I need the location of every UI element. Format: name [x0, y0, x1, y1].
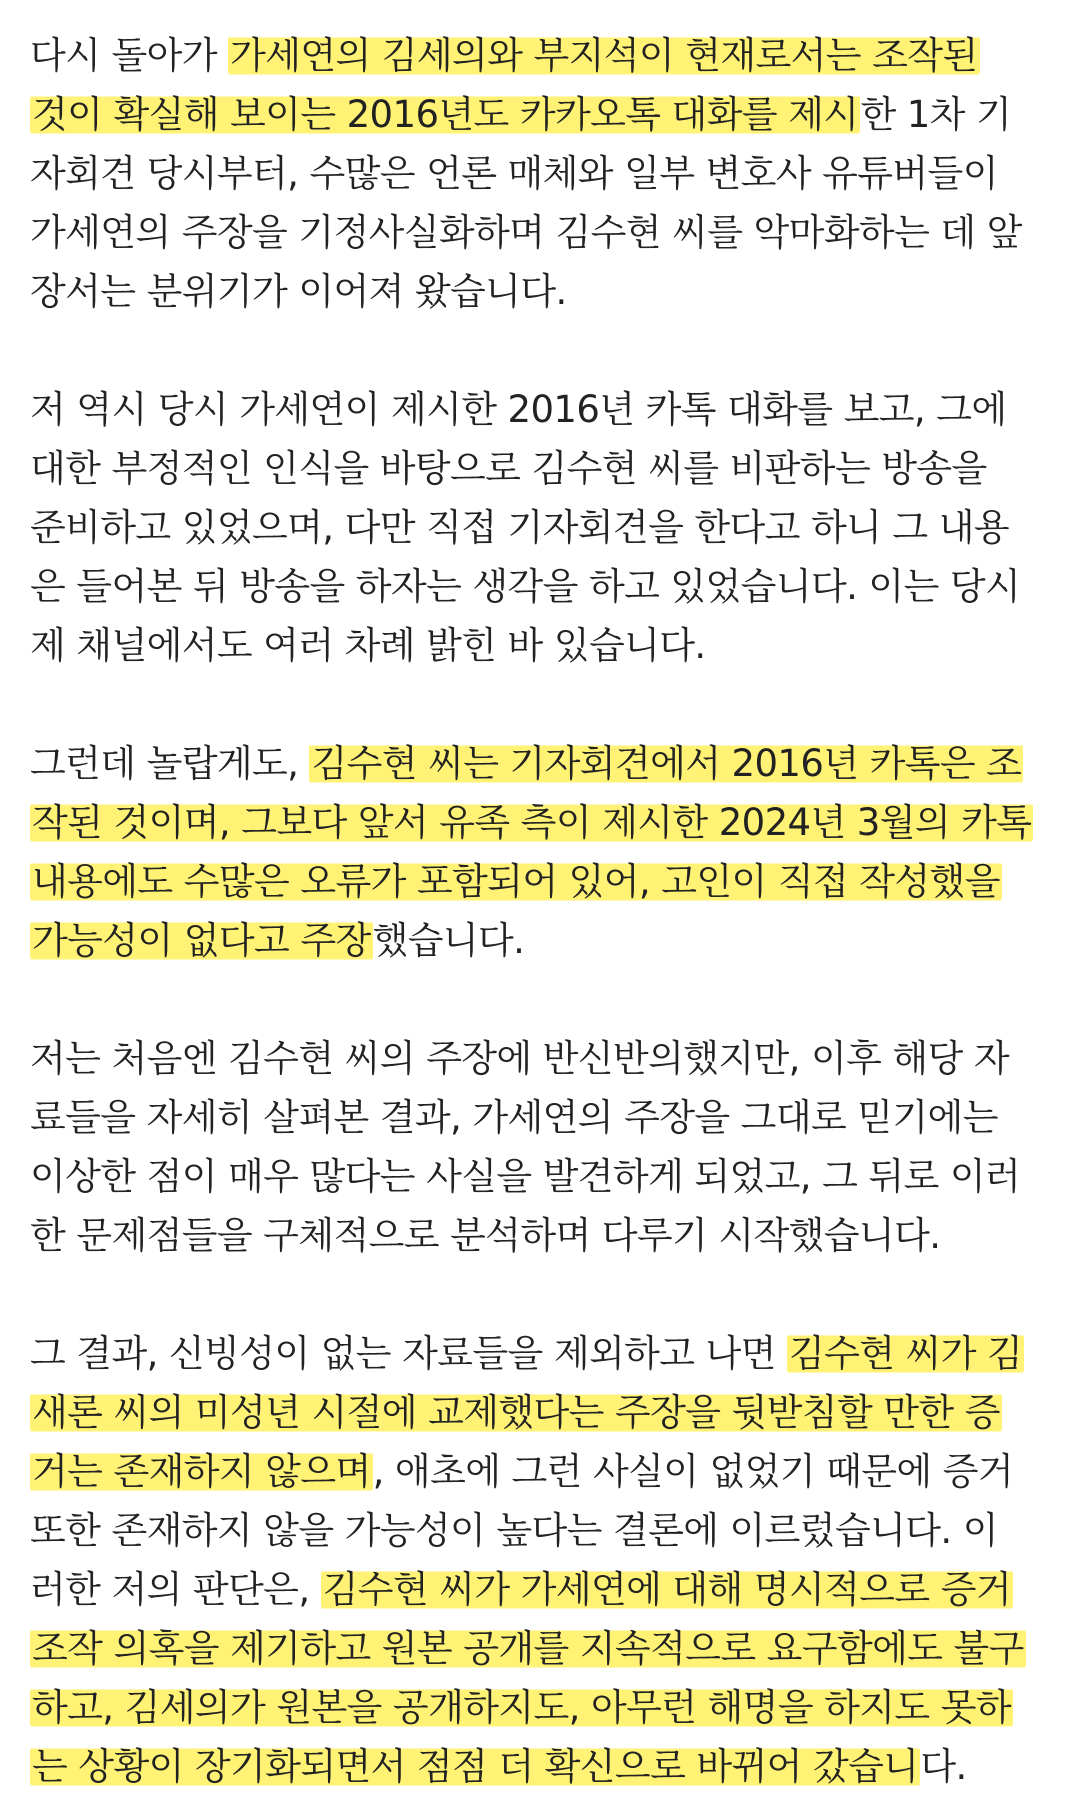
text-line	[30, 1383, 1080, 1442]
text-line	[30, 380, 1080, 439]
plain-text: 다시 돌아가	[30, 34, 229, 77]
text-line	[30, 439, 1080, 498]
paragraph	[30, 1029, 1080, 1265]
plain-text: 또한 존재하지 않을 가능성이 높다는 결론에 이르렀습니다. 이	[30, 1509, 998, 1552]
highlighted-text: 김수현 씨가 가세연에 대해 명시적으로 증거	[322, 1568, 1012, 1611]
plain-text: 제 채널에서도 여러 차례 밝힌 바 있습니다.	[30, 624, 706, 667]
text-line	[30, 1737, 1080, 1796]
highlighted-text: 내용에도 수많은 오류가 포함되어 있어, 고인이 직접 작성했을	[32, 860, 1000, 903]
highlighted-text: 조작 의혹을 제기하고 원본 공개를 지속적으로 요구함에도 불구	[32, 1627, 1024, 1670]
text-line	[30, 85, 1080, 144]
text-line	[30, 1206, 1080, 1265]
plain-text: 료들을 자세히 살펴본 결과, 가세연의 주장을 그대로 믿기에는	[30, 1096, 998, 1139]
text-line	[30, 1324, 1080, 1383]
text-line	[30, 911, 1080, 970]
plain-text: 다.	[920, 1745, 967, 1788]
text-line	[30, 144, 1080, 203]
text-line	[30, 557, 1080, 616]
highlighted-text: 새론 씨의 미성년 시절에 교제했다는 주장을 뒷받침할 만한 증	[32, 1391, 1000, 1434]
text-line	[30, 1147, 1080, 1206]
paragraph	[30, 1324, 1080, 1796]
highlighted-text: 가세연의 김세의와 부지석이 현재로서는 조작된	[230, 34, 978, 77]
plain-text: 그 결과, 신빙성이 없는 자료들을 제외하고 나면	[30, 1332, 787, 1375]
plain-text: 장서는 분위기가 이어져 왔습니다.	[30, 270, 567, 313]
highlighted-text: 작된 것이며, 그보다 앞서 유족 측이 제시한 2024년 3월의 카톡	[32, 801, 1032, 844]
plain-text: 그런데 놀랍게도,	[30, 742, 310, 785]
plain-text: 준비하고 있었으며, 다만 직접 기자회견을 한다고 하니 그 내용	[30, 506, 1010, 549]
text-line	[30, 26, 1080, 85]
plain-text: 했습니다.	[372, 919, 525, 962]
plain-text: 러한 저의 판단은,	[30, 1568, 321, 1611]
text-line	[30, 1619, 1080, 1678]
plain-text: 은 들어본 뒤 방송을 하자는 생각을 하고 있었습니다. 이는 당시	[30, 565, 1021, 608]
plain-text: , 애초에 그런 사실이 없었기 때문에 증거	[372, 1450, 1014, 1493]
paragraph	[30, 380, 1080, 675]
text-line	[30, 1678, 1080, 1737]
highlighted-text: 거는 존재하지 않으며	[32, 1450, 371, 1493]
text-line	[30, 1088, 1080, 1147]
highlighted-text: 김수현 씨가 김	[789, 1332, 1023, 1375]
text-line	[30, 793, 1080, 852]
text-line	[30, 262, 1080, 321]
text-line	[30, 1442, 1080, 1501]
highlighted-text: 는 상황이 장기화되면서 점점 더 확신으로 바뀌어 갔습니	[32, 1745, 919, 1788]
text-line	[30, 1029, 1080, 1088]
plain-text: 저는 처음엔 김수현 씨의 주장에 반신반의했지만, 이후 해당 자	[30, 1037, 1009, 1080]
text-line	[30, 734, 1080, 793]
plain-text: 이상한 점이 매우 많다는 사실을 발견하게 되었고, 그 뒤로 이러	[30, 1155, 1021, 1198]
text-line	[30, 498, 1080, 557]
paragraph	[30, 734, 1080, 970]
text-line	[30, 852, 1080, 911]
highlighted-text: 김수현 씨는 기자회견에서 2016년 카톡은 조	[311, 742, 1022, 785]
plain-text: 가세연의 주장을 기정사실화하며 김수현 씨를 악마화하는 데 앞	[30, 211, 1022, 254]
paragraph	[30, 26, 1080, 321]
highlighted-text: 가능성이 없다고 주장	[32, 919, 371, 962]
plain-text: 한 1차 기	[860, 93, 1012, 136]
plain-text: 자회견 당시부터, 수많은 언론 매체와 일부 변호사 유튜버들이	[30, 152, 998, 195]
text-line	[30, 203, 1080, 262]
highlighted-text: 것이 확실해 보이는 2016년도 카카오톡 대화를 제시	[32, 93, 859, 136]
text-line	[30, 1501, 1080, 1560]
plain-text: 한 문제점들을 구체적으로 분석하며 다루기 시작했습니다.	[30, 1214, 941, 1257]
text-line	[30, 616, 1080, 675]
plain-text: 저 역시 당시 가세연이 제시한 2016년 카톡 대화를 보고, 그에	[30, 388, 1007, 431]
plain-text: 대한 부정적인 인식을 바탕으로 김수현 씨를 비판하는 방송을	[30, 447, 987, 490]
highlighted-text: 하고, 김세의가 원본을 공개하지도, 아무런 해명을 하지도 못하	[32, 1686, 1011, 1729]
text-line	[30, 1560, 1080, 1619]
